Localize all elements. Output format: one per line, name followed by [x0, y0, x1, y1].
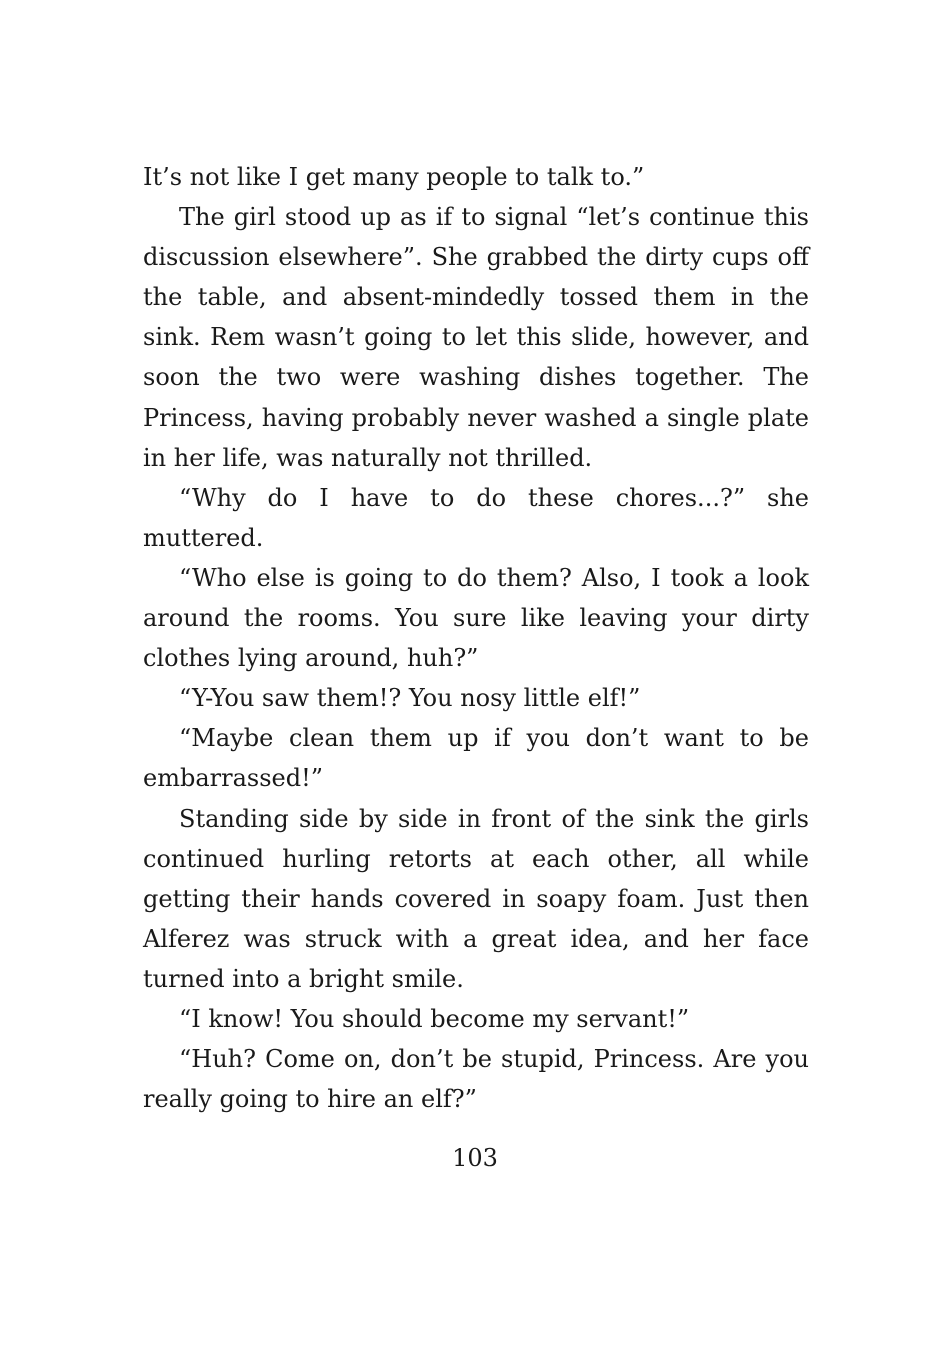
body-text [143, 157, 809, 1119]
paragraph: “Huh? Come on, don’t be stupid, Princess. Are you really going to hire an elf?” [143, 1045, 809, 1114]
paragraph: “Who else is going to do them? Also, I took a look around the rooms. You sure like leaving your dirty clothes lying around, huh?” [143, 563, 809, 673]
paragraph-continuation: It’s not like I get many people to talk to.” [143, 163, 645, 191]
paragraph: “Why do I have to do these chores...?” she muttered. [143, 483, 809, 552]
paragraph: “Maybe clean them up if you don’t want to be embarrassed!” [143, 724, 809, 793]
paragraph: Standing side by side in front of the sink the girls continued hurling retorts at each other, all while getting their hands covered in soapy foam. Just then Alferez was struck with a great idea, and her face turned into a bright smile. [143, 804, 809, 993]
paragraph: “I know! You should become my servant!” [179, 1004, 690, 1033]
page-number: 103 [452, 1144, 498, 1172]
paragraph: “Y-You saw them!? You nosy little elf!” [179, 684, 641, 713]
paragraph: The girl stood up as if to signal “let’s continue this discussion elsewhere”. She grabbed the dirty cups off the table, and absent-mindedly tossed them in the sink. Rem wasn’t going to let this slide, however, and soon the two were washing dishes together. The Princess, having probably never washed a single plate in her life, was naturally not thrilled. [143, 203, 809, 472]
